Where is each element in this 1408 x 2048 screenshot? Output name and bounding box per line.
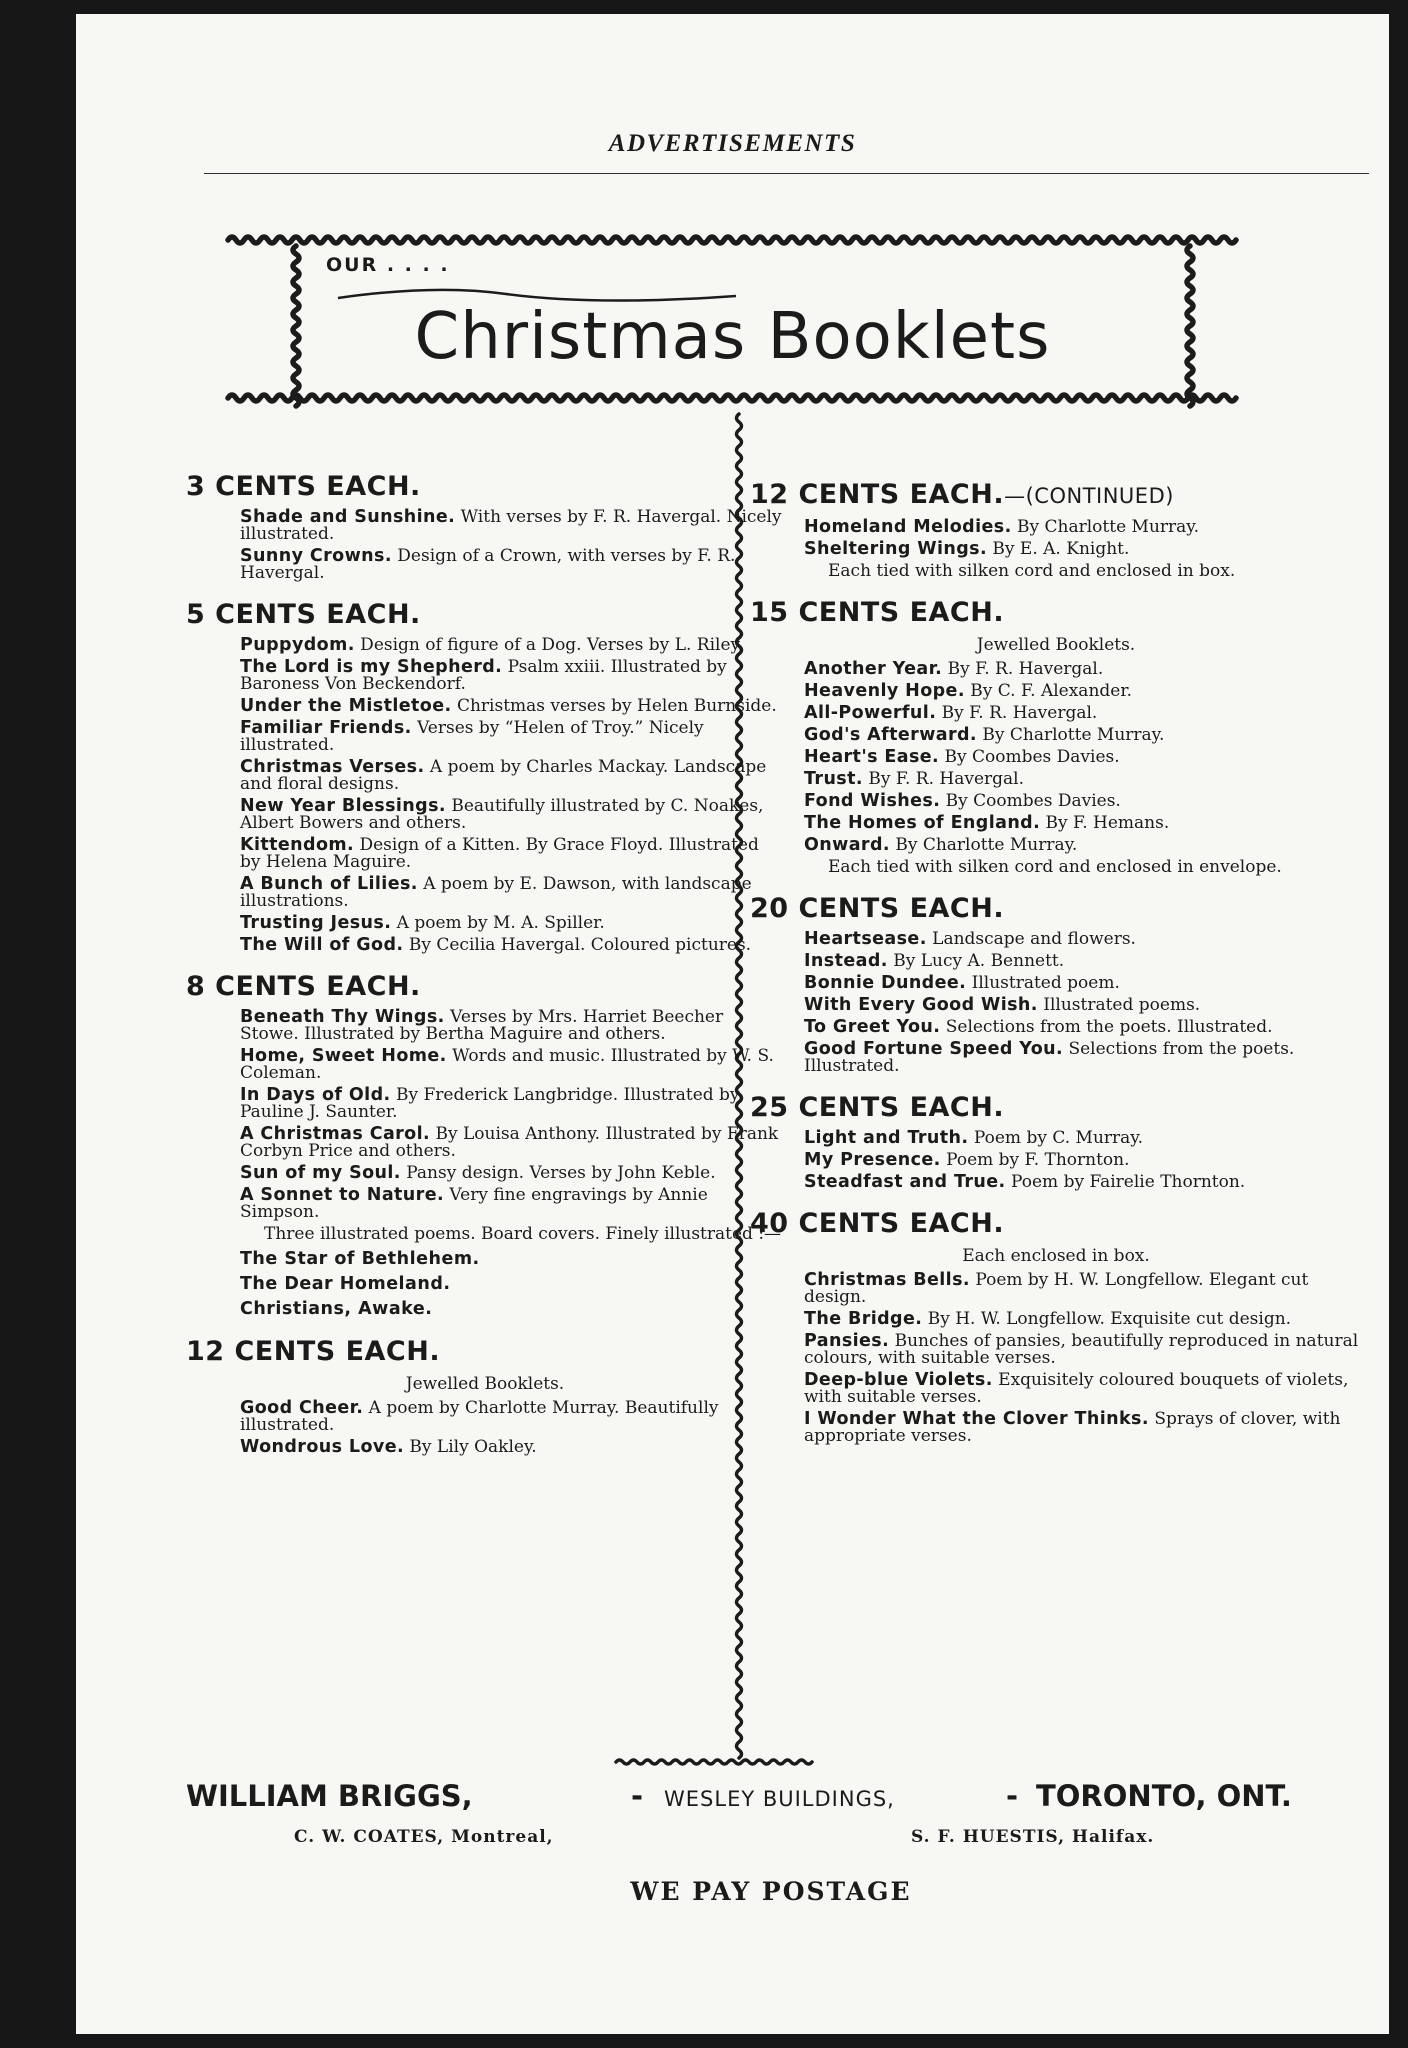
booklet-title: Heart's Ease. [804,747,940,767]
booklet-title: Sheltering Wings. [804,539,988,559]
section-subheading: Jewelled Booklets. [405,1374,565,1394]
publisher-name: WILLIAM BRIGGS, [186,1779,473,1813]
booklet-description: Poem by Fairelie Thornton. [1005,1172,1246,1192]
left-column [186,454,784,1461]
list-item [750,837,1362,854]
booklet-title: Sun of my Soul. [240,1163,401,1183]
booklet-description: By Charlotte Murray. [976,725,1165,745]
booklet-description: A poem by M. A. Spiller. [391,913,605,933]
booklet-title: The Lord is my Shepherd. [240,657,503,677]
list-item [750,1041,1362,1075]
booklet-description: Bunches of pansies, beautifully reproduced in natural colours, with suitable verses. [804,1331,1359,1368]
list-item [750,541,1362,558]
booklet-title: Sunny Crowns. [240,546,392,566]
booklet-description: By C. F. Alexander. [964,681,1132,701]
booklet-title: Light and Truth. [804,1128,969,1148]
separator: - [631,1779,644,1813]
booklet-description: Poem by F. Thornton. [940,1150,1130,1170]
booklet-title: New Year Blessings. [240,796,446,816]
separator: - [1006,1779,1019,1813]
booklet-description: By Cecilia Havergal. Coloured pictures. [403,935,752,955]
list-item [750,1174,1362,1191]
list-item [750,705,1362,722]
booklet-title: With Every Good Wish. [804,995,1038,1015]
booklet-title: Shade and Sunshine. [240,507,456,527]
booklet-title: Christmas Bells. [804,1270,970,1290]
section-note: Three illustrated poems. Board covers. Finely illustrated :— [264,1224,782,1244]
section-note: Each tied with silken cord and enclosed in envelope. [828,857,1282,877]
booklet-title: In Days of Old. [240,1085,391,1105]
list-item [186,937,784,954]
section-price: 40 CENTS EACH. [750,1208,1005,1239]
booklet-title: Wondrous Love. [240,1437,405,1457]
booklet-description: Design of a Kitten. By Grace Floyd. Illustrated by Helena Maguire. [240,835,759,872]
section-price: 8 CENTS EACH. [186,971,421,1002]
list-item [750,727,1362,744]
list-item [750,975,1362,992]
list-item [750,1019,1362,1036]
booklet-description: By H. W. Longfellow. Exquisite cut design. [922,1309,1292,1329]
list-item [186,1165,784,1182]
booklet-title: Another Year. [804,659,943,679]
booklet-description: By F. R. Havergal. [942,659,1104,679]
list-item [186,1187,784,1221]
banner-prefix: OUR . . . . [326,254,450,276]
booklet-description: A poem by E. Dawson, with landscape illustrations. [240,874,752,911]
booklet-title: Home, Sweet Home. [240,1046,447,1066]
section-price: 15 CENTS EACH. [750,597,1005,628]
list-item [186,637,784,654]
booklet-title: Homeland Melodies. [804,517,1012,537]
booklet-title: My Presence. [804,1150,941,1170]
list-item [186,548,784,582]
booklet-title: To Greet You. [804,1017,941,1037]
booklet-title: Beneath Thy Wings. [240,1007,445,1027]
section-price: 25 CENTS EACH. [750,1092,1005,1123]
booklet-description: Christmas verses by Helen Burnside. [451,696,777,716]
section-price: 12 CENTS EACH. [186,1336,441,1367]
booklet-description: Beautifully illustrated by C. Noakes, Albert Bowers and others. [240,796,764,833]
booklet-title: Trust. [804,769,863,789]
section-heading [186,470,784,503]
booklet-description: By Lucy A. Bennett. [887,951,1065,971]
booklet-title: Deep-blue Violets. [804,1370,993,1390]
booklet-description: Psalm xxiii. Illustrated by Baroness Von Beckendorf. [240,657,727,694]
section-heading [750,596,1362,629]
wave-border-bottom [228,395,1236,401]
booklet-description: By Frederick Langbridge. Illustrated by Pauline J. Saunter. [240,1085,740,1122]
page-header: ADVERTISEMENTS [608,130,857,157]
list-item [186,915,784,932]
list-item [186,698,784,715]
list-item [186,720,784,754]
list-item [186,759,784,793]
booklet-title: A Bunch of Lilies. [240,874,418,894]
booklet-description: Illustrated poems. [1037,995,1201,1015]
booklet-description: By Charlotte Murray. [1011,517,1200,537]
list-item [186,659,784,693]
section-price: 12 CENTS EACH. [750,479,1005,510]
booklet-description: By F. Hemans. [1040,813,1170,833]
booklet-title: Instead. [804,951,888,971]
section-heading [750,1207,1362,1240]
booklet-description: Verses by “Helen of Troy.” Nicely illustrated. [240,718,704,755]
booklet-title: Good Cheer. [240,1398,364,1418]
list-item [750,931,1362,948]
booklet-title: Bonnie Dundee. [804,973,967,993]
column-end-flourish [616,1760,812,1764]
list-item [750,1311,1362,1328]
list-item [186,1126,784,1160]
list-item [186,1439,784,1456]
list-item [750,1152,1362,1169]
list-item [750,793,1362,810]
section-price: 20 CENTS EACH. [750,893,1005,924]
list-item [750,997,1362,1014]
booklet-title: All-Powerful. [804,703,937,723]
booklet-description: Selections from the poets. Illustrated. [940,1017,1273,1037]
booklet-description: Landscape and flowers. [926,929,1136,949]
booklet-description: By Charlotte Murray. [889,835,1078,855]
booklet-description: A poem by Charles Mackay. Landscape and floral designs. [240,757,767,794]
section-subheading: Jewelled Booklets. [976,635,1136,655]
booklet-description: Very fine engravings by Annie Simpson. [240,1185,708,1222]
booklet-title: The Bridge. [804,1309,923,1329]
section-heading [750,478,1362,513]
wave-border-top [228,237,1236,243]
list-item [186,876,784,910]
booklet-description: By Lily Oakley. [404,1437,537,1457]
publisher-address: WESLEY BUILDINGS, [664,1787,895,1811]
section-heading [750,1091,1362,1124]
booklet-description: Exquisitely coloured bouquets of violets, with suitable verses. [804,1370,1349,1407]
list-item [186,509,784,543]
booklet-title: I Wonder What the Clover Thinks. [804,1409,1149,1429]
booklet-description: By E. A. Knight. [987,539,1130,559]
list-item [750,683,1362,700]
booklet-description: Poem by C. Murray. [968,1128,1144,1148]
list-item [186,837,784,871]
list-item: The Star of Bethlehem. [240,1249,480,1269]
booklet-description: Design of a Crown, with verses by F. R. Havergal. [240,546,736,583]
booklet-title: The Will of God. [240,935,404,955]
booklet-description: Pansy design. Verses by John Keble. [400,1163,716,1183]
list-item: The Dear Homeland. [240,1274,451,1294]
section-price: 5 CENTS EACH. [186,599,421,630]
booklet-title: Steadfast and True. [804,1172,1006,1192]
list-item [750,815,1362,832]
list-item [750,519,1362,536]
booklet-title: Kittendom. [240,835,355,855]
booklet-description: A poem by Charlotte Murray. Beautifully illustrated. [240,1398,719,1435]
list-item [186,798,784,832]
list-item [750,749,1362,766]
list-item [750,771,1362,788]
booklet-description: By Coombes Davies. [940,791,1121,811]
page [76,14,1389,2034]
booklet-description: Verses by Mrs. Harriet Beecher Stowe. Illustrated by Bertha Maguire and others. [240,1007,724,1044]
booklet-title: Heavenly Hope. [804,681,965,701]
booklet-title: Heartsease. [804,929,927,949]
booklet-description: Poem by H. W. Longfellow. Elegant cut design. [804,1270,1309,1307]
list-item: Christians, Awake. [240,1299,433,1319]
banner-title: Christmas Booklets [414,300,1051,374]
booklet-description: Sprays of clover, with appropriate verses. [804,1409,1341,1446]
booklet-description: By Coombes Davies. [939,747,1120,767]
agent-montreal: C. W. COATES, Montreal, [294,1827,554,1847]
booklet-title: The Homes of England. [804,813,1041,833]
postage-notice: WE PAY POSTAGE [630,1877,912,1906]
agent-halifax: S. F. HUESTIS, Halifax. [911,1827,1155,1847]
booklet-title: Familiar Friends. [240,718,412,738]
booklet-title: Good Fortune Speed You. [804,1039,1064,1059]
section-continued: —(CONTINUED) [1004,484,1174,508]
section-heading [750,892,1362,925]
booklet-title: Pansies. [804,1331,890,1351]
section-heading [186,970,784,1003]
booklet-title: Under the Mistletoe. [240,696,452,716]
list-item [750,953,1362,970]
booklet-description: By F. R. Havergal. [862,769,1025,789]
booklet-description: Illustrated poem. [966,973,1120,993]
section-heading [186,598,784,631]
section-price: 3 CENTS EACH. [186,471,421,502]
list-item [186,1009,784,1043]
banner-swash [338,290,736,301]
booklet-description: Selections from the poets. Illustrated. [804,1039,1295,1076]
booklet-title: A Sonnet to Nature. [240,1185,445,1205]
booklet-title: Puppydom. [240,635,355,655]
list-item [750,1372,1362,1406]
list-item [186,1400,784,1434]
booklet-description: By Louisa Anthony. Illustrated by Frank Corbyn Price and others. [240,1124,779,1161]
booklet-title: A Christmas Carol. [240,1124,431,1144]
list-item [750,661,1362,678]
list-item [750,1333,1362,1367]
booklet-description: With verses by F. R. Havergal. Nicely illustrated. [240,507,782,544]
booklet-description: By F. R. Havergal. [936,703,1098,723]
booklet-title: Fond Wishes. [804,791,941,811]
booklet-description: Design of figure of a Dog. Verses by L. Riley. [354,635,744,655]
booklet-description: Words and music. Illustrated by W. S. Coleman. [240,1046,774,1083]
booklet-title: Christmas Verses. [240,757,425,777]
booklet-title: God's Afterward. [804,725,977,745]
booklet-title: Onward. [804,835,890,855]
booklet-title: Trusting Jesus. [240,913,392,933]
right-column [750,462,1362,1450]
list-item [186,1087,784,1121]
section-note: Each tied with silken cord and enclosed in box. [828,561,1236,581]
list-item [750,1272,1362,1306]
publisher-city: TORONTO, ONT. [1036,1779,1292,1813]
list-item [750,1411,1362,1445]
list-item [750,1130,1362,1147]
section-subheading: Each enclosed in box. [962,1246,1150,1266]
section-heading [186,1335,784,1368]
list-item [186,1048,784,1082]
